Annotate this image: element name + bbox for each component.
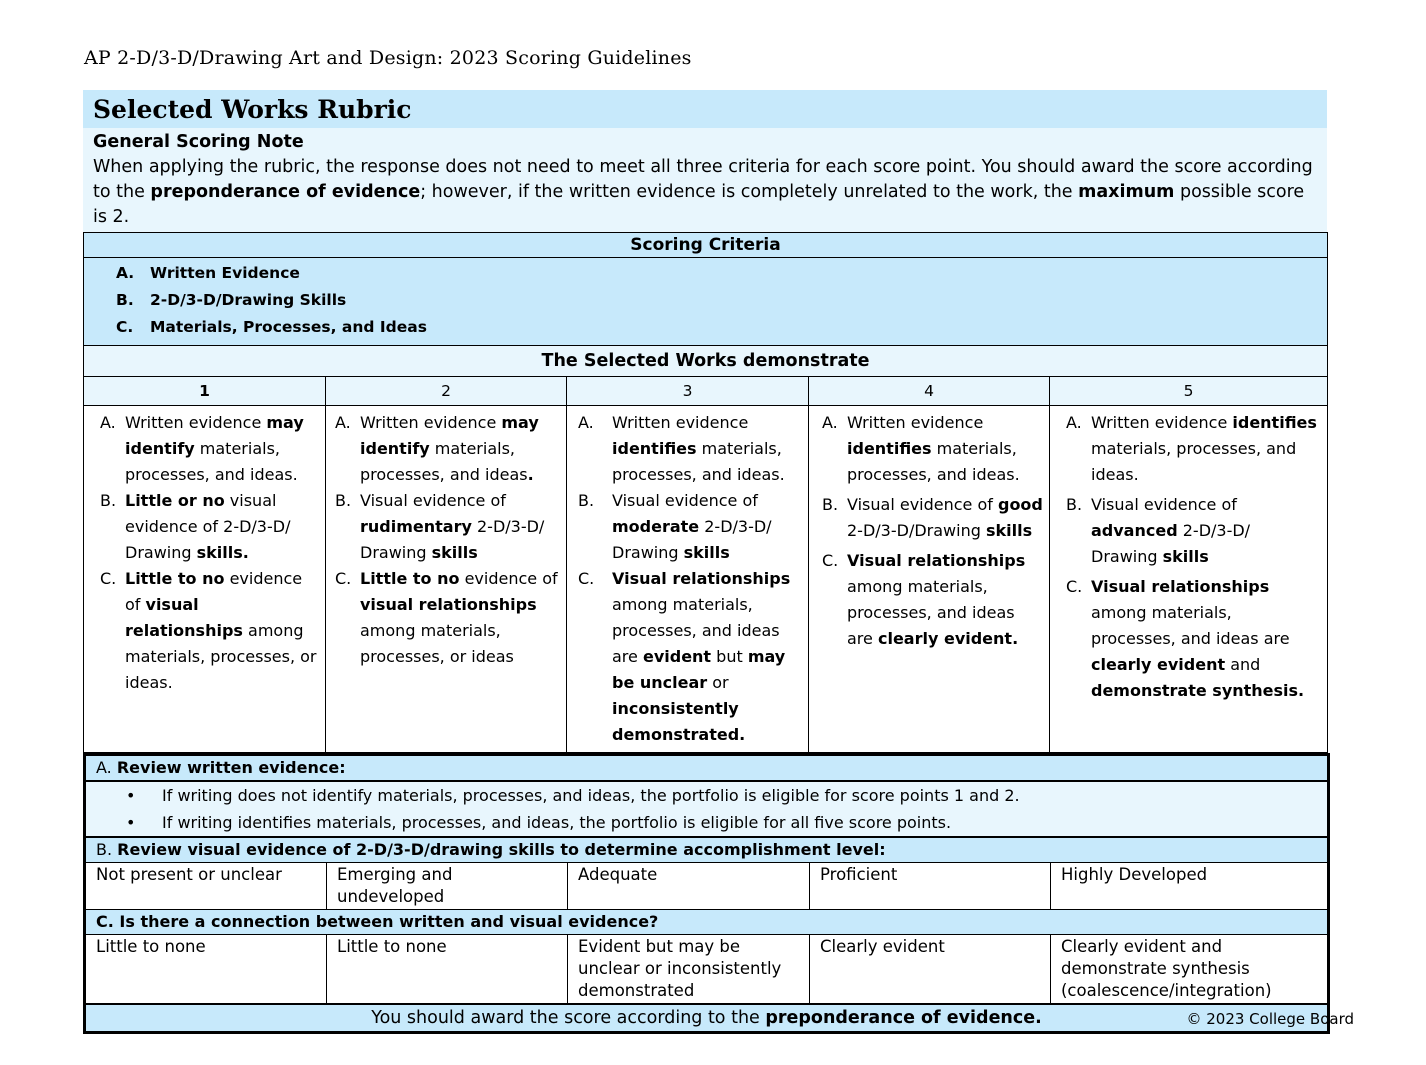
criteria-letter: C.	[116, 318, 134, 336]
rubric-heading-bar	[83, 90, 1327, 128]
criterion-b: B. Visual evidence of good 2-D/3-D/Drawing skills	[822, 492, 1043, 544]
level-cell: Not present or unclear	[85, 863, 327, 910]
item-letter: C.	[100, 569, 117, 588]
score-header-1: 1	[84, 377, 326, 406]
criteria-text: Materials, Processes, and Ideas	[150, 318, 427, 336]
connection-heading: C. Is there a connection between written and visual evidence?	[85, 910, 1329, 935]
scoring-table	[83, 232, 1328, 753]
criterion-b: B. Visual evidence of rudimentary 2-D/3-D/ Drawing skills	[335, 488, 560, 566]
item-letter: C.	[335, 569, 352, 588]
note-text	[93, 155, 1317, 230]
note-text-2: ; however, if the written evidence is completely unrelated to the work, the	[420, 182, 1079, 202]
criteria-text: Written Evidence	[150, 264, 300, 282]
item-letter: A.	[578, 413, 594, 432]
review-visual-heading: B. Review visual evidence of 2-D/3-D/drawing skills to determine accomplishment level:	[85, 837, 1329, 863]
review-written-heading: A. Review written evidence:	[85, 755, 1329, 782]
item-letter: A.	[335, 413, 351, 432]
criterion-b: B. Little or no visual evidence of 2-D/3-D/ Drawing skills.	[100, 488, 319, 566]
criterion-c: C. Visual relationships among materials, processes, and ideas are evident but may be unclear or inconsistently demonstrated.	[578, 566, 802, 748]
item-letter: B.	[335, 491, 352, 510]
level-cell: Adequate	[568, 863, 810, 910]
item-letter: C.	[1066, 577, 1083, 596]
item-letter: A.	[1066, 413, 1082, 432]
connection-cell: Evident but may be unclear or inconsistently demonstrated	[568, 935, 810, 1005]
criterion-a: A. Written evidence identifies materials, processes, and ideas.	[822, 410, 1043, 488]
criteria-list	[84, 258, 1328, 346]
score-4-cell	[809, 406, 1050, 753]
item-letter: C.	[822, 551, 839, 570]
award-footer: You should award the score according to the preponderance of evidence.	[85, 1004, 1329, 1033]
bullet-item: • If writing does not identify materials, processes, and ideas, the portfolio is eligible for score points 1 and 2.	[126, 786, 1020, 805]
connection-cell: Clearly evident and demonstrate synthesis (coalescence/integration)	[1051, 935, 1329, 1005]
item-letter: B.	[578, 491, 595, 510]
criteria-letter: A.	[116, 264, 135, 282]
item-letter: B.	[100, 491, 117, 510]
connection-cell: Clearly evident	[810, 935, 1051, 1005]
criterion-c: C. Little to no evidence of visual relationships among materials, processes, or ideas	[335, 566, 560, 670]
note-text-1: When applying the rubric, the response does not need to meet all three criteria for each score point. You should award the score according to the	[93, 157, 1313, 202]
accomplishment-levels	[85, 863, 1329, 910]
criteria-item	[116, 260, 1327, 287]
criteria-item	[116, 314, 1327, 341]
score-header-5: 5	[1050, 377, 1328, 406]
copyright: © 2023 College Board	[1186, 1010, 1354, 1028]
note-heading: General Scoring Note	[93, 132, 304, 152]
connection-cell: Little to none	[85, 935, 327, 1005]
score-1-cell	[84, 406, 326, 753]
score-2-cell	[326, 406, 567, 753]
level-cell: Proficient	[810, 863, 1051, 910]
bullet-item: • If writing identifies materials, processes, and ideas, the portfolio is eligible for all five score points.	[126, 813, 952, 832]
criterion-a: A. Written evidence may identify materials, processes, and ideas.	[335, 410, 560, 488]
rubric-heading: Selected Works Rubric	[93, 95, 412, 124]
criterion-c: C. Little to no evidence of visual relationships among materials, processes, or ideas.	[100, 566, 319, 696]
connection-cell: Little to none	[327, 935, 568, 1005]
rubric	[83, 90, 1327, 1034]
item-letter: A.	[822, 413, 838, 432]
scoring-criteria-heading: Scoring Criteria	[84, 233, 1328, 258]
criteria-item	[116, 287, 1327, 314]
criterion-b: B. Visual evidence of advanced 2-D/3-D/ Drawing skills	[1066, 492, 1321, 570]
note-bold-1: preponderance of evidence	[150, 182, 421, 202]
score-3-cell	[567, 406, 809, 753]
criterion-c: C. Visual relationships among materials, processes, and ideas are clearly evident.	[822, 548, 1043, 652]
page-title: AP 2-D/3-D/Drawing Art and Design: 2023 Scoring Guidelines	[84, 47, 692, 69]
general-scoring-note	[83, 128, 1327, 232]
score-header-3: 3	[567, 377, 809, 406]
item-letter: B.	[1066, 495, 1083, 514]
level-cell: Emerging and undeveloped	[327, 863, 568, 910]
item-letter: C.	[578, 569, 595, 588]
criteria-letter: B.	[116, 291, 134, 309]
criterion-a: A. Written evidence may identify materials, processes, and ideas.	[100, 410, 319, 488]
criterion-c: C. Visual relationships among materials, processes, and ideas are clearly evident and demonstrate synthesis.	[1066, 574, 1321, 704]
item-letter: B.	[822, 495, 839, 514]
note-text-3: possible score is 2.	[93, 182, 1305, 227]
item-letter: A.	[100, 413, 116, 432]
criterion-a: A. Written evidence identifies materials, processes, and ideas.	[1066, 410, 1321, 488]
note-bold-2: maximum	[1078, 182, 1175, 202]
selected-works-demonstrate: The Selected Works demonstrate	[84, 346, 1328, 377]
connection-levels	[85, 935, 1329, 1005]
criterion-a: A. Written evidence identifies materials, processes, and ideas.	[578, 410, 802, 488]
score-header-2: 2	[326, 377, 567, 406]
score-5-cell	[1050, 406, 1328, 753]
review-table	[83, 753, 1330, 1034]
review-written-bullets	[85, 781, 1329, 837]
criteria-text: 2-D/3-D/Drawing Skills	[150, 291, 347, 309]
score-header-4: 4	[809, 377, 1050, 406]
level-cell: Highly Developed	[1051, 863, 1329, 910]
criterion-b: B. Visual evidence of moderate 2-D/3-D/ Drawing skills	[578, 488, 802, 566]
